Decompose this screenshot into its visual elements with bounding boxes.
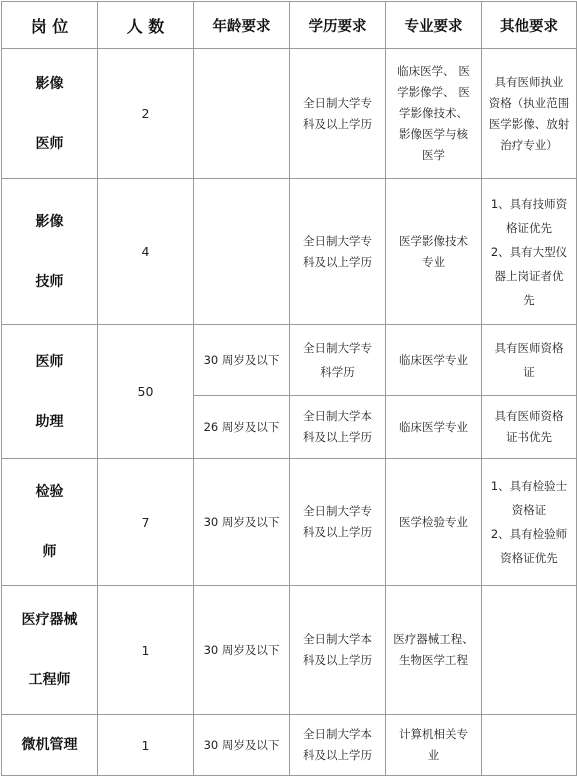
count-cell: 50 bbox=[98, 325, 194, 459]
education-line: 科学历 bbox=[320, 365, 355, 379]
major-line: 医学影像技术 bbox=[399, 233, 468, 248]
position-line: 医师 bbox=[35, 353, 64, 370]
major-line: 专业 bbox=[422, 254, 445, 269]
education-line: 全日制大学专 bbox=[303, 95, 372, 110]
education-cell bbox=[290, 49, 386, 179]
other-line: 1、具有技师资 bbox=[490, 196, 568, 211]
major-cell bbox=[386, 586, 482, 715]
table-row bbox=[2, 459, 577, 586]
education-line: 科及以上学历 bbox=[303, 653, 372, 667]
position-line: 微机管理 bbox=[21, 737, 78, 753]
position-line: 医疗器械 bbox=[21, 612, 78, 628]
header-row bbox=[2, 2, 577, 49]
position-cell bbox=[2, 179, 98, 325]
position-line: 影像 bbox=[35, 75, 64, 92]
other-line: 治疗专业） bbox=[500, 137, 558, 152]
major-line: 临床医学专业 bbox=[399, 419, 468, 434]
education-cell bbox=[290, 715, 386, 776]
education-line: 全日制大学本 bbox=[303, 632, 372, 646]
major-line: 医学 bbox=[422, 148, 445, 162]
position-line: 师 bbox=[42, 544, 57, 560]
other-line: 具有医师资格 bbox=[494, 409, 564, 423]
education-line: 科及以上学历 bbox=[303, 430, 372, 444]
other-line: 证 bbox=[523, 365, 535, 379]
other-line: 医学影像、放射 bbox=[488, 116, 570, 131]
major-line: 计算机相关专 bbox=[399, 727, 468, 741]
major-line: 临床医学、 医 bbox=[397, 64, 470, 78]
other-line: 证书优先 bbox=[506, 430, 552, 444]
education-line: 全日制大学本 bbox=[303, 409, 372, 423]
major-line: 临床医学专业 bbox=[399, 352, 468, 367]
major-cell bbox=[386, 325, 482, 396]
table-row bbox=[2, 325, 577, 396]
education-line: 全日制大学专 bbox=[303, 341, 372, 355]
major-line: 学影像技术、 bbox=[399, 106, 468, 120]
other-cell bbox=[482, 715, 577, 776]
major-line: 医学检验专业 bbox=[399, 514, 468, 529]
major-cell bbox=[386, 459, 482, 586]
age-cell: 30 周岁及以下 bbox=[194, 459, 290, 586]
position-line: 检验 bbox=[35, 484, 64, 500]
header-count: 人 数 bbox=[98, 2, 194, 49]
other-line: 资格（执业范围 bbox=[488, 95, 570, 110]
other-cell bbox=[482, 586, 577, 715]
other-line: 资格证优先 bbox=[500, 551, 558, 565]
education-cell bbox=[290, 396, 386, 459]
other-line: 格证优先 bbox=[506, 220, 552, 235]
major-cell bbox=[386, 49, 482, 179]
table-row bbox=[2, 586, 577, 715]
age-cell bbox=[194, 49, 290, 179]
count-cell: 1 bbox=[98, 586, 194, 715]
education-cell bbox=[290, 459, 386, 586]
count-cell: 4 bbox=[98, 179, 194, 325]
other-line: 2、具有大型仪 bbox=[490, 244, 568, 259]
other-line: 2、具有检验师 bbox=[490, 527, 568, 541]
position-line: 影像 bbox=[35, 213, 64, 230]
other-cell bbox=[482, 325, 577, 396]
other-cell bbox=[482, 396, 577, 459]
header-education: 学历要求 bbox=[290, 2, 386, 49]
position-cell bbox=[2, 459, 98, 586]
recruitment-table bbox=[1, 1, 577, 776]
education-line: 全日制大学本 bbox=[303, 727, 372, 741]
education-line: 科及以上学历 bbox=[303, 254, 372, 269]
header-other: 其他要求 bbox=[482, 2, 577, 49]
position-line: 工程师 bbox=[28, 672, 71, 688]
major-cell bbox=[386, 179, 482, 325]
major-line: 业 bbox=[427, 748, 440, 762]
other-cell bbox=[482, 459, 577, 586]
education-cell bbox=[290, 325, 386, 396]
other-line: 具有医师资格 bbox=[494, 341, 564, 355]
position-cell bbox=[2, 586, 98, 715]
age-cell bbox=[194, 179, 290, 325]
age-cell: 30 周岁及以下 bbox=[194, 715, 290, 776]
header-position: 岗 位 bbox=[2, 2, 98, 49]
other-line: 1、具有检验士 bbox=[490, 479, 568, 493]
age-cell: 26 周岁及以下 bbox=[194, 396, 290, 459]
header-age: 年龄要求 bbox=[194, 2, 290, 49]
education-cell bbox=[290, 179, 386, 325]
major-line: 学影像学、 医 bbox=[397, 85, 470, 99]
other-line: 资格证 bbox=[511, 503, 547, 517]
position-cell bbox=[2, 49, 98, 179]
other-cell bbox=[482, 179, 577, 325]
count-cell: 2 bbox=[98, 49, 194, 179]
position-line: 技师 bbox=[35, 273, 64, 290]
age-cell: 30 周岁及以下 bbox=[194, 325, 290, 396]
position-line: 医师 bbox=[35, 135, 64, 152]
education-line: 全日制大学专 bbox=[303, 504, 372, 518]
other-line: 具有医师执业 bbox=[494, 74, 564, 89]
education-line: 科及以上学历 bbox=[303, 525, 372, 539]
table-row bbox=[2, 179, 577, 325]
table-row bbox=[2, 715, 577, 776]
table-row bbox=[2, 49, 577, 179]
education-line: 科及以上学历 bbox=[303, 116, 372, 131]
age-cell: 30 周岁及以下 bbox=[194, 586, 290, 715]
major-line: 影像医学与核 bbox=[399, 127, 468, 141]
major-line: 生物医学工程 bbox=[399, 653, 468, 667]
position-cell bbox=[2, 715, 98, 776]
other-line: 器上岗证者优 bbox=[494, 268, 564, 283]
count-cell: 7 bbox=[98, 459, 194, 586]
education-line: 全日制大学专 bbox=[303, 233, 372, 248]
education-cell bbox=[290, 586, 386, 715]
major-line: 医疗器械工程、 bbox=[393, 632, 474, 646]
position-line: 助理 bbox=[35, 413, 64, 430]
other-cell bbox=[482, 49, 577, 179]
major-cell bbox=[386, 396, 482, 459]
other-line: 先 bbox=[523, 292, 535, 307]
header-major: 专业要求 bbox=[386, 2, 482, 49]
count-cell: 1 bbox=[98, 715, 194, 776]
education-line: 科及以上学历 bbox=[303, 748, 372, 762]
position-cell bbox=[2, 325, 98, 459]
major-cell bbox=[386, 715, 482, 776]
